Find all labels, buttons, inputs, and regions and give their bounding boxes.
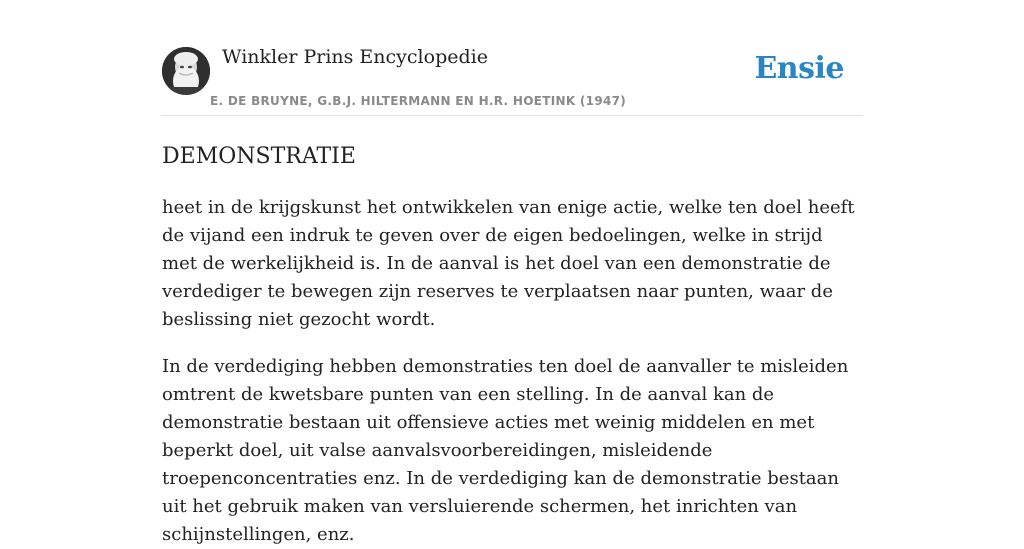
brand-logo[interactable]: Ensie (754, 51, 844, 86)
authors-line: E. DE BRUYNE, G.B.J. HILTERMANN EN H.R. HOETINK (1947) (210, 94, 627, 108)
article-paragraph-2: In de verdediging hebben demonstraties ten doel de aanvaller te misleiden omtrent de kwetsbare punten van een stelling. In de aanval kan de demonstratie bestaan uit offensieve acties met weinig middelen en met beperkt doel, uit valse aanvalsvoorbereidingen, misleidende troepenconcentraties enz. In de verdediging kan de demonstratie bestaan uit het gebruik maken van versluierende schermen, het inrichten van schijnstellingen, enz. (162, 356, 849, 545)
page-container (162, 0, 862, 549)
bearded-man-portrait-icon (162, 47, 210, 95)
site-header (162, 0, 862, 116)
site-title[interactable]: Winkler Prins Encyclopedie (222, 46, 488, 68)
article-paragraph-1: heet in de krijgskunst het ontwikkelen van enige actie, welke ten doel heeft de vijand een indruk te geven over de eigen bedoelingen, welke in strijd met de werkelijkheid is. In de aanval is het doel van een demonstratie de verdediger te bewegen zijn reserves te verplaatsen naar punten, waar de beslissing niet gezocht wordt. (162, 197, 855, 330)
article-title: DEMONSTRATIE (162, 144, 356, 169)
